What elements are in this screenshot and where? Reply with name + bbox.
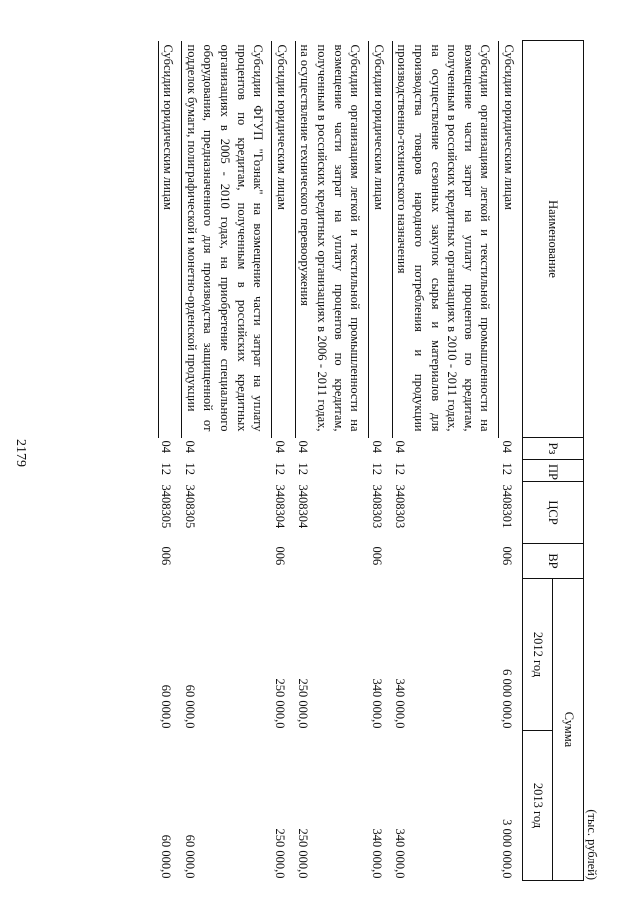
row-pr: 12 bbox=[499, 462, 514, 475]
table-body bbox=[158, 41, 522, 881]
header-year-2012: 2012 год bbox=[523, 579, 554, 731]
row-sum-2012: 340 000,0 bbox=[369, 678, 384, 729]
row-name: Субсидии организациям легкой и текстильной промышленности на возмещение части затрат на уплату процентов по кредитам, полученным в российских кредитных организациях в 2006 - 2011 годах, на осуществление технического перевооружения bbox=[295, 41, 368, 438]
row-vr: 006 bbox=[369, 546, 384, 566]
row-vr: 006 bbox=[272, 546, 287, 566]
row-sum-2013: 3 000 000,0 bbox=[499, 819, 514, 879]
row-sum-2013: 250 000,0 bbox=[272, 828, 287, 879]
row-pr: 12 bbox=[393, 462, 408, 475]
row-sum-2012: 6 000 000,0 bbox=[499, 669, 514, 729]
row-rz: 04 bbox=[296, 440, 311, 453]
row-pr: 12 bbox=[182, 462, 197, 475]
header-vr: ВР bbox=[523, 544, 584, 579]
row-name: Субсидии юридическим лицам bbox=[272, 41, 296, 438]
row-sum-2013: 340 000,0 bbox=[369, 828, 384, 879]
table-row bbox=[295, 41, 368, 881]
row-vr bbox=[182, 544, 272, 579]
budget-table-page bbox=[70, 40, 600, 880]
row-sum-2013: 60 000,0 bbox=[159, 834, 174, 879]
table-row bbox=[158, 41, 182, 881]
row-sum-2012: 60 000,0 bbox=[182, 684, 197, 729]
page-number-area bbox=[0, 0, 40, 905]
row-vr: 006 bbox=[499, 546, 514, 566]
header-name: Наименование bbox=[523, 41, 584, 438]
row-rz: 04 bbox=[499, 440, 514, 453]
page-number: 2179 bbox=[13, 438, 28, 467]
row-pr: 12 bbox=[272, 462, 287, 475]
row-csr: 3408305 bbox=[182, 484, 197, 529]
row-sum-2013: 340 000,0 bbox=[393, 828, 408, 879]
header-csr: ЦСР bbox=[523, 482, 584, 544]
row-pr: 12 bbox=[369, 462, 384, 475]
row-vr bbox=[295, 544, 368, 579]
row-sum-2012: 60 000,0 bbox=[159, 684, 174, 729]
row-csr: 3408304 bbox=[272, 484, 287, 529]
header-rz: Рз bbox=[523, 438, 584, 460]
row-vr: 006 bbox=[159, 546, 174, 566]
row-csr: 3408304 bbox=[296, 484, 311, 529]
row-csr: 3408303 bbox=[369, 484, 384, 529]
row-name: Субсидии организациям легкой и текстильной промышленности на возмещение части затрат на уплату процентов по кредитам, полученным в российских кредитных организациях в 2010 - 2011 годах, на осуществление сезонных закупок сырья и материалов для производства товаров народного потребления и продукции производственно-технического назначения bbox=[392, 41, 499, 438]
row-csr: 3408305 bbox=[159, 484, 174, 529]
table-row bbox=[182, 41, 272, 881]
table-row bbox=[392, 41, 499, 881]
row-rz: 04 bbox=[182, 440, 197, 453]
budget-table bbox=[158, 40, 584, 881]
header-row bbox=[553, 41, 584, 881]
row-vr bbox=[392, 544, 499, 579]
table-row bbox=[499, 41, 523, 881]
row-csr: 3408301 bbox=[499, 484, 514, 529]
header-sum: Сумма bbox=[553, 579, 584, 881]
row-pr: 12 bbox=[159, 462, 174, 475]
row-rz: 04 bbox=[272, 440, 287, 453]
row-rz: 04 bbox=[159, 440, 174, 453]
row-sum-2013: 250 000,0 bbox=[296, 828, 311, 879]
row-name: Субсидии юридическим лицам bbox=[369, 41, 393, 438]
table-row bbox=[369, 41, 393, 881]
row-rz: 04 bbox=[369, 440, 384, 453]
header-year-2013: 2013 год bbox=[523, 731, 554, 881]
row-name: Субсидии юридическим лицам bbox=[499, 41, 523, 438]
table-row bbox=[272, 41, 296, 881]
row-name: Субсидии юридическим лицам bbox=[158, 41, 182, 438]
row-sum-2012: 340 000,0 bbox=[393, 678, 408, 729]
row-rz: 04 bbox=[393, 440, 408, 453]
row-name: Субсидии ФГУП "Гознак" на возмещение части затрат на уплату процентов по кредитам, полученным в российских кредитных организациях в 2005 - 2010 годах, на приобретение специального оборудования, предназначенного для производства защищенной от подделок бумаги, полиграфической и монетно-орденской продукции bbox=[182, 41, 272, 438]
row-sum-2013: 60 000,0 bbox=[182, 834, 197, 879]
row-sum-2012: 250 000,0 bbox=[296, 678, 311, 729]
header-pr: ПР bbox=[523, 460, 584, 482]
units-label: (тыс. рублей) bbox=[585, 809, 599, 880]
row-pr: 12 bbox=[296, 462, 311, 475]
row-sum-2012: 250 000,0 bbox=[272, 678, 287, 729]
row-csr: 3408303 bbox=[393, 484, 408, 529]
